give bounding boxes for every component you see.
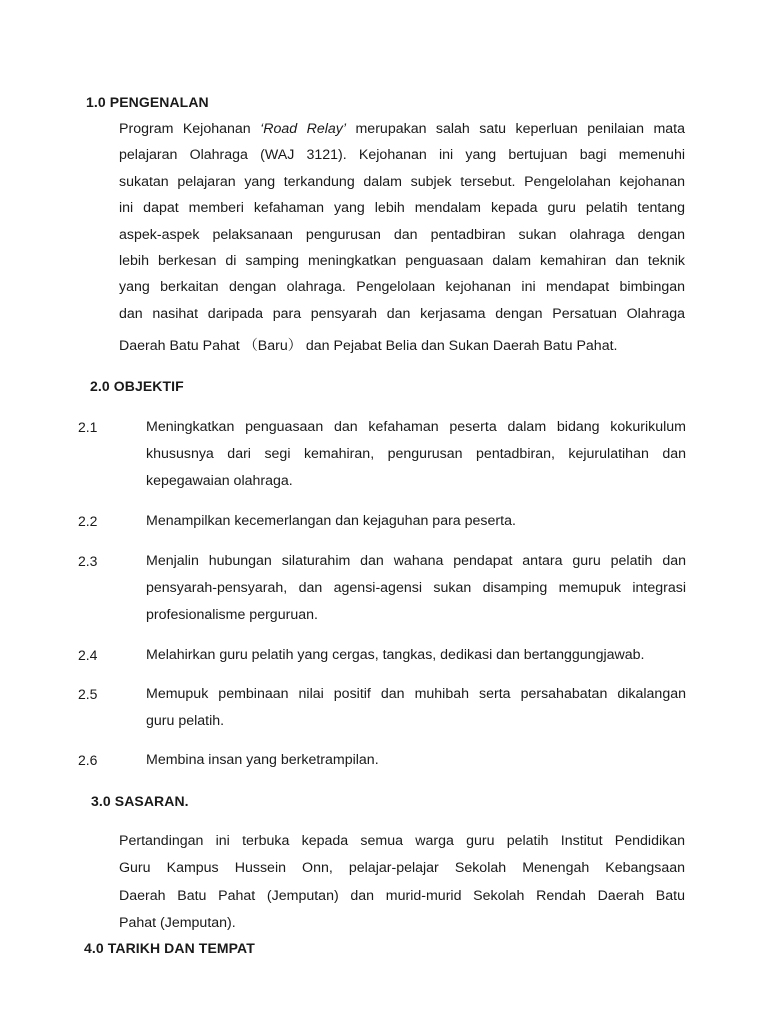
paragraph-line: Daerah Batu Pahat （Baru） dan Pejabat Belia dan Sukan Daerah Batu Pahat. (119, 338, 618, 355)
section-heading-tarikh-dan-tempat: 4.0 TARIKH DAN TEMPAT (84, 940, 255, 956)
objective-item (146, 747, 686, 774)
paragraph-line: ini dapat memberi kefahaman yang lebih mendalam kepada guru pelatih tentang (119, 200, 685, 217)
objective-number: 2.6 (78, 752, 98, 768)
paragraph-line: pelajaran Olahraga (WAJ 3121). Kejohanan ini yang bertujuan bagi memenuhi (119, 147, 685, 164)
objective-line: Melahirkan guru pelatih yang cergas, tangkas, dedikasi dan bertanggungjawab. (146, 647, 645, 663)
paragraph-sasaran (119, 828, 685, 937)
objective-line: profesionalisme perguruan. (146, 607, 318, 623)
objective-number: 2.5 (78, 686, 98, 702)
paragraph-line: Program Kejohanan ‘Road Relay’ merupakan salah satu keperluan penilaian mata (119, 121, 686, 137)
paragraph-line: Pahat (Jemputan). (119, 914, 236, 931)
objective-line: kepegawaian olahraga. (146, 473, 293, 489)
objective-line: Memupuk pembinaan nilai positif dan muhibah serta persahabatan dikalangan (146, 686, 686, 702)
objective-line: Membina insan yang berketrampilan. (146, 752, 379, 768)
objective-number: 2.2 (78, 513, 98, 529)
paragraph-line: sukatan pelajaran yang terkandung dalam subjek tersebut. Pengelolahan kejohanan (119, 173, 685, 190)
objective-item (146, 414, 686, 495)
paragraph-line: dan nasihat daripada para pensyarah dan kerjasama dengan Persatuan Olahraga (119, 305, 685, 322)
paragraph-line: Daerah Batu Pahat (Jemputan) dan murid-murid Sekolah Rendah Daerah Batu (119, 887, 685, 904)
paragraph-line: Guru Kampus Hussein Onn, pelajar-pelajar Sekolah Menengah Kebangsaan (119, 860, 685, 877)
paragraph-line: lebih berkesan di samping meningkatkan penguasaan dalam kemahiran dan teknik (119, 252, 685, 269)
paragraph-line: yang berkaitan dengan olahraga. Pengelolaan kejohanan ini mendapat bimbingan (119, 279, 685, 296)
objective-item (146, 548, 686, 629)
paragraph-line: Pertandingan ini terbuka kepada semua warga guru pelatih Institut Pendidikan (119, 833, 685, 849)
objective-line: guru pelatih. (146, 713, 225, 729)
section-heading-objektif: 2.0 OBJEKTIF (90, 378, 184, 394)
objective-line: Menjalin hubungan silaturahim dan wahana pendapat antara guru pelatih dan (146, 553, 686, 569)
objective-item (146, 508, 686, 535)
objective-item (146, 642, 686, 669)
objective-number: 2.4 (78, 647, 98, 663)
objective-line: Menampilkan kecemerlangan dan kejaguhan para peserta. (146, 513, 516, 529)
objective-line: Meningkatkan penguasaan dan kefahaman peserta dalam bidang kokurikulum (146, 419, 686, 435)
paragraph-line: aspek-aspek pelaksanaan pengurusan dan pentadbiran sukan olahraga dengan (119, 226, 685, 243)
paragraph-pengenalan (119, 116, 685, 360)
section-heading-sasaran: 3.0 SASARAN. (91, 793, 189, 809)
objective-line: pensyarah-pensyarah, dan agensi-agensi sukan disamping memupuk integrasi (146, 580, 686, 596)
objective-line: khususnya dari segi kemahiran, pengurusan pentadbiran, kejurulatihan dan (146, 446, 686, 462)
objective-number: 2.3 (78, 553, 98, 569)
objective-number: 2.1 (78, 419, 98, 435)
objective-item (146, 681, 686, 735)
section-heading-pengenalan: 1.0 PENGENALAN (86, 94, 209, 110)
